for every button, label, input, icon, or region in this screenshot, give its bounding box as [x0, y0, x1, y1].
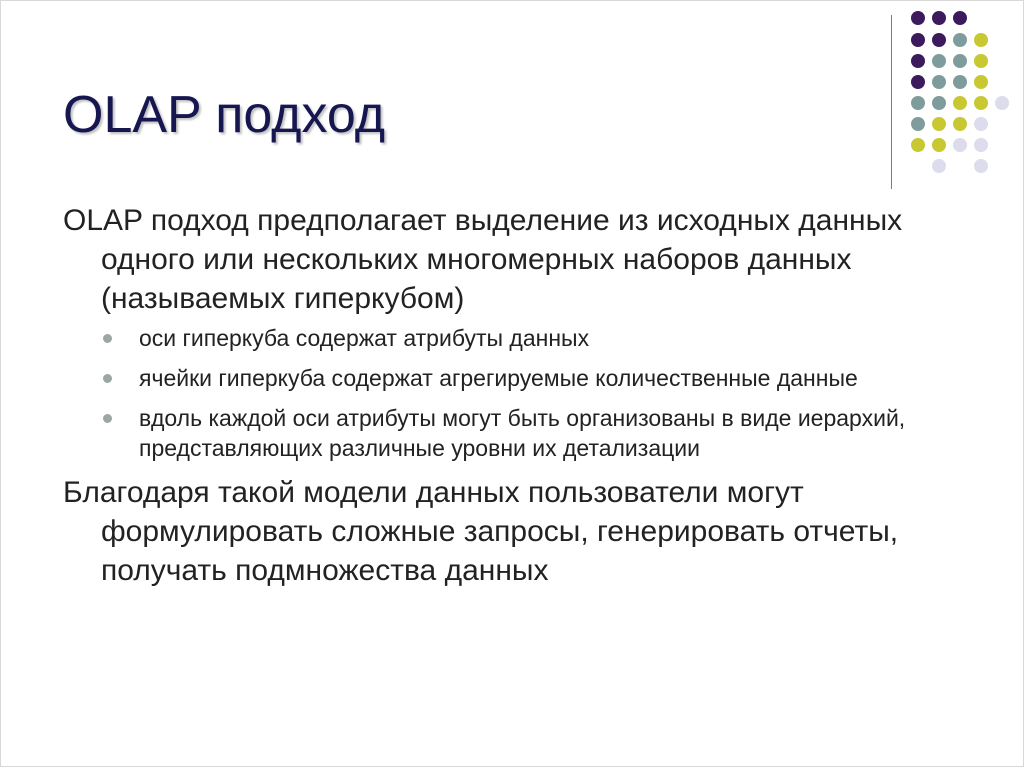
decorative-dot: [932, 54, 946, 68]
decorative-dot: [911, 54, 925, 68]
decorative-dot: [974, 117, 988, 131]
decorative-dot: [953, 54, 967, 68]
decorative-dot: [953, 75, 967, 89]
decorative-dot: [932, 75, 946, 89]
bullet-item: [63, 403, 963, 463]
decorative-dot: [911, 33, 925, 47]
decorative-dot: [911, 96, 925, 110]
decorative-dot: [995, 96, 1009, 110]
bullet-dot-icon: [103, 334, 112, 343]
decorative-dot: [953, 11, 967, 25]
decorative-dot: [932, 96, 946, 110]
decorative-dot: [932, 138, 946, 152]
bullet-text: вдоль каждой оси атрибуты могут быть организованы в виде иерархий, представляющих различные уровни их детализации: [139, 405, 906, 461]
decorative-dot: [974, 33, 988, 47]
decorative-dot: [953, 138, 967, 152]
decorative-dot: [974, 75, 988, 89]
decorative-dot: [932, 11, 946, 25]
decorative-dot: [974, 159, 988, 173]
bullet-dot-icon: [103, 374, 112, 383]
bullet-dot-icon: [103, 414, 112, 423]
slide-title: OLAP подход: [63, 86, 386, 144]
decorative-dot: [974, 54, 988, 68]
decorative-dot: [911, 11, 925, 25]
decorative-dot: [953, 33, 967, 47]
bullet-list: [63, 323, 963, 463]
decorative-dot-grid: [901, 11, 1011, 171]
bullet-item: [63, 323, 963, 353]
decorative-dot: [953, 117, 967, 131]
decorative-divider: [891, 15, 892, 189]
decorative-dot: [911, 75, 925, 89]
paragraph-olap-definition: OLAP подход предполагает выделение из исходных данных одного или нескольких многомерных наборов данных (называемых гиперкубом): [63, 204, 903, 315]
bullet-item: [63, 363, 963, 393]
decorative-dot: [974, 138, 988, 152]
decorative-dot: [932, 159, 946, 173]
decorative-dot: [974, 96, 988, 110]
decorative-dot: [911, 138, 925, 152]
paragraph-model-benefits: Благодаря такой модели данных пользователи могут формулировать сложные запросы, генерировать отчеты, получать подмножества данных: [63, 476, 899, 587]
decorative-dot: [911, 117, 925, 131]
bullet-text: ячейки гиперкуба содержат агрегируемые количественные данные: [139, 365, 858, 391]
decorative-dot: [953, 96, 967, 110]
slide-body: [63, 201, 963, 590]
decorative-dot: [932, 117, 946, 131]
bullet-text: оси гиперкуба содержат атрибуты данных: [139, 325, 590, 351]
decorative-dot: [932, 33, 946, 47]
